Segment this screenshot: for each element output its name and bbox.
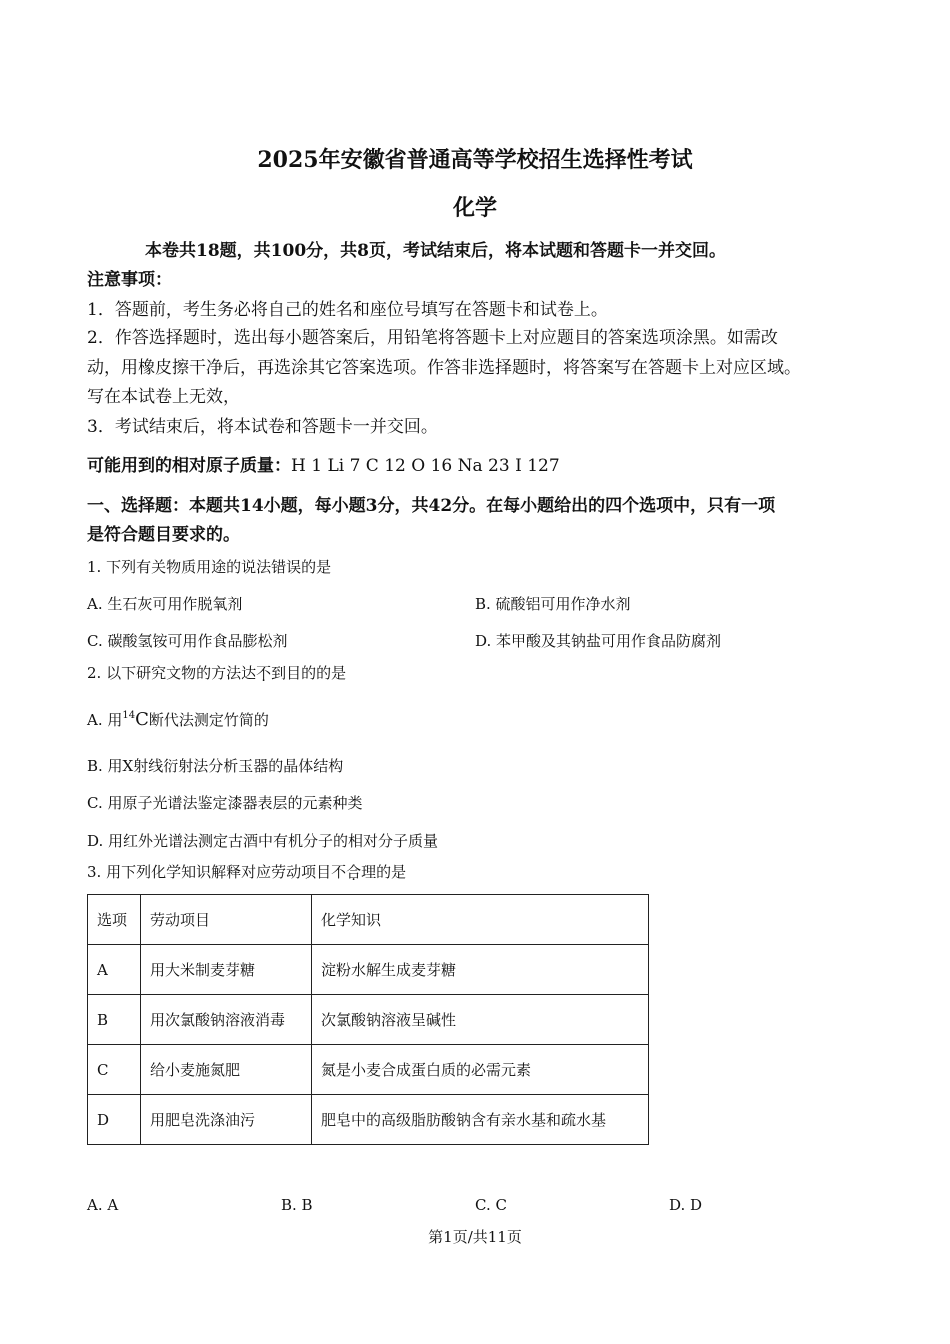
table-cell: B bbox=[88, 995, 141, 1045]
q2-stem bbox=[87, 662, 346, 683]
atomic-mass-label: 可能用到的相对原子质量： bbox=[87, 456, 291, 476]
table-row bbox=[88, 1045, 649, 1095]
table-header-cell: 劳动项目 bbox=[141, 895, 312, 945]
q3-stem-pre: 3. 用下列化学知识解释对应劳动项目 bbox=[87, 863, 332, 881]
atomic-mass-values: H 1 Li 7 C 12 O 16 Na 23 I 127 bbox=[291, 456, 560, 476]
q2-option-b: B. 用X射线衍射法分析玉器的晶体结构 bbox=[87, 757, 344, 775]
q1-option-c: C. 碳酸氢铵可用作食品膨松剂 bbox=[87, 632, 288, 650]
atomic-mass-line bbox=[87, 451, 560, 476]
section-1-line-1: 一、选择题：本题共14小题，每小题3分，共42分。在每小题给出的四个选项中，只有一项 bbox=[87, 496, 776, 516]
table-header-cell: 化学知识 bbox=[312, 895, 649, 945]
q3-option-d: D. D bbox=[669, 1196, 703, 1214]
note-2-line-2: 动，用橡皮擦干净后，再选涂其它答案选项。作答非选择题时，将答案写在答题卡上对应区域。 bbox=[87, 358, 801, 378]
table-cell: 淀粉水解生成麦芽糖 bbox=[312, 945, 649, 995]
q2-stem-emphasis: 达不到 bbox=[241, 664, 287, 682]
q2-option-a bbox=[87, 709, 269, 730]
q3-stem-post: 的是 bbox=[376, 863, 407, 881]
q2-option-a-pre: A. 用 bbox=[87, 711, 123, 729]
note-2-line-3: 写在本试卷上无效， bbox=[87, 387, 240, 407]
table-cell: 用次氯酸钠溶液消毒 bbox=[141, 995, 312, 1045]
note-2-line-1: 2．作答选择题时，选出每小题答案后，用铅笔将答题卡上对应题目的答案选项涂黑。如需改 bbox=[87, 328, 778, 348]
table-cell: 用大米制麦芽糖 bbox=[141, 945, 312, 995]
intro-text: 本卷共18题，共100分，共8页，考试结束后，将本试题和答题卡一并交回。 bbox=[145, 241, 726, 261]
table-row bbox=[88, 1095, 649, 1145]
q2-option-d: D. 用红外光谱法测定古酒中有机分子的相对分子质量 bbox=[87, 832, 439, 850]
table-cell: 次氯酸钠溶液呈碱性 bbox=[312, 995, 649, 1045]
subject-title: 化学 bbox=[452, 195, 497, 221]
page-footer: 第1页/共11页 bbox=[428, 1228, 522, 1246]
q1-option-a: A. 生石灰可用作脱氧剂 bbox=[87, 595, 243, 613]
q1-stem: 1. 下列有关物质用途的说法错误的是 bbox=[87, 558, 332, 576]
table-row bbox=[88, 945, 649, 995]
table-cell: D bbox=[88, 1095, 141, 1145]
q3-stem-emphasis: 不合理 bbox=[331, 863, 377, 881]
table-header-row bbox=[88, 895, 649, 945]
table-header-cell: 选项 bbox=[88, 895, 141, 945]
q3-option-a: A. A bbox=[87, 1196, 119, 1214]
note-1: 1．答题前，考生务必将自己的姓名和座位号填写在答题卡和试卷上。 bbox=[87, 300, 608, 320]
exam-title: 2025年安徽省普通高等学校招生选择性考试 bbox=[257, 147, 693, 173]
table-cell: 用肥皂洗涤油污 bbox=[141, 1095, 312, 1145]
q2-isotope-mass: 14 bbox=[122, 710, 136, 721]
table-row bbox=[88, 995, 649, 1045]
note-3: 3．考试结束后，将本试卷和答题卡一并交回。 bbox=[87, 417, 438, 437]
q2-stem-pre: 2. 以下研究文物的方法 bbox=[87, 664, 242, 682]
table-cell: 氮是小麦合成蛋白质的必需元素 bbox=[312, 1045, 649, 1095]
q3-option-c: C. C bbox=[475, 1196, 507, 1214]
q3-option-b: B. B bbox=[281, 1196, 313, 1214]
table-cell: A bbox=[88, 945, 141, 995]
q2-stem-post: 目的的是 bbox=[286, 664, 347, 682]
q2-option-c: C. 用原子光谱法鉴定漆器表层的元素种类 bbox=[87, 794, 363, 812]
section-1-line-2: 是符合题目要求的。 bbox=[87, 525, 240, 545]
table-cell: 肥皂中的高级脂肪酸钠含有亲水基和疏水基 bbox=[312, 1095, 649, 1145]
q3-stem bbox=[87, 861, 406, 882]
table-cell: 给小麦施氮肥 bbox=[141, 1045, 312, 1095]
q2-option-a-post: 断代法测定竹简的 bbox=[148, 711, 269, 729]
q1-option-b: B. 硫酸铝可用作净水剂 bbox=[475, 595, 631, 613]
notes-heading: 注意事项： bbox=[87, 270, 172, 290]
q3-table bbox=[87, 894, 649, 1145]
q2-isotope-element: C bbox=[135, 709, 149, 730]
q1-option-d: D. 苯甲酸及其钠盐可用作食品防腐剂 bbox=[475, 632, 722, 650]
table-cell: C bbox=[88, 1045, 141, 1095]
